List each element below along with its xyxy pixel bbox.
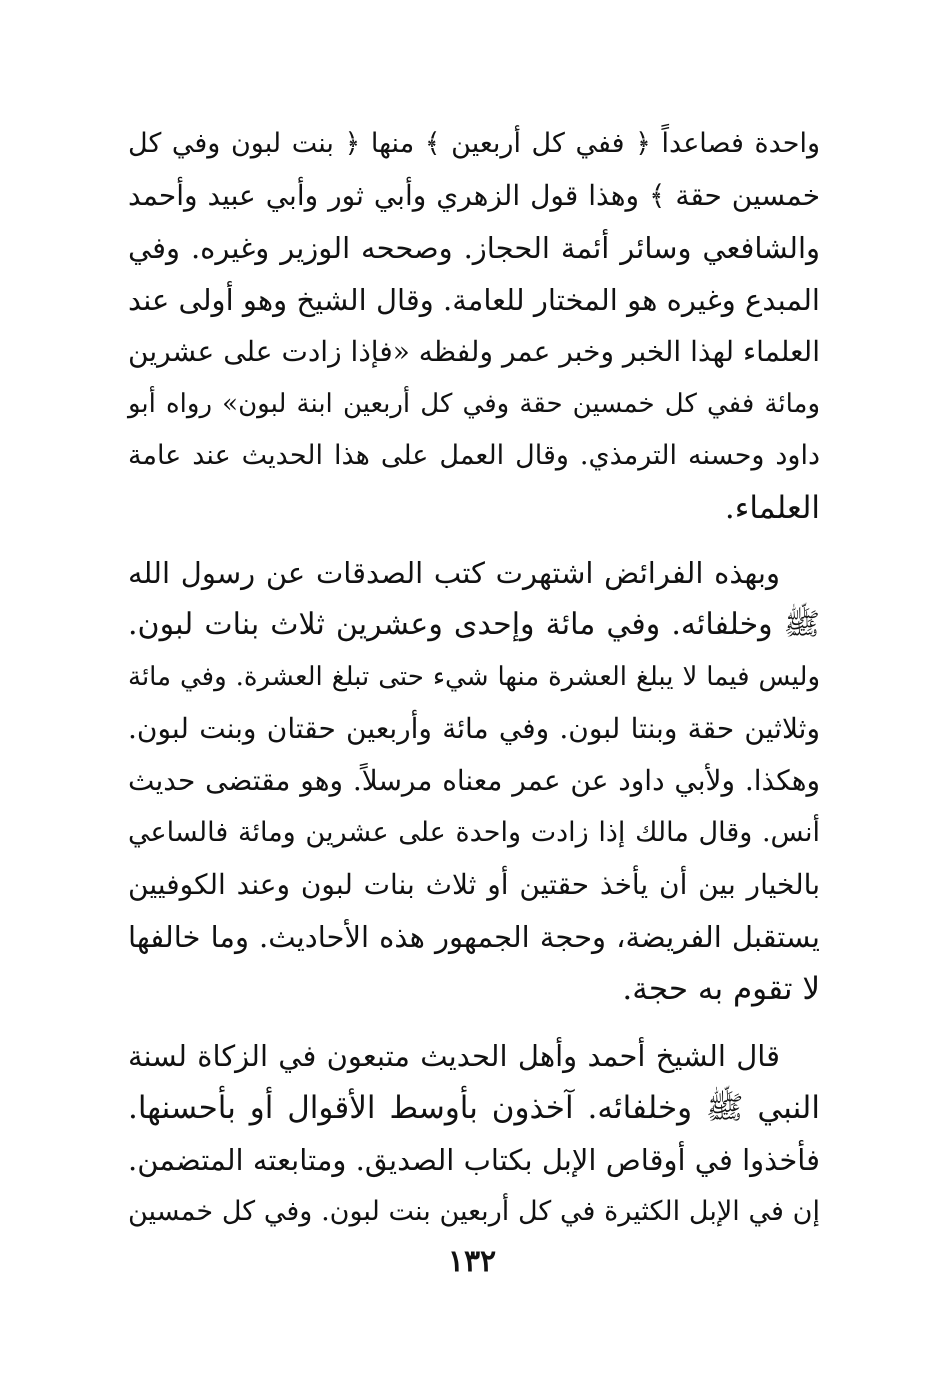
text-line: لا تقوم به حجة. <box>622 971 820 1007</box>
text-line: وبهذه الفرائض اشتهرت كتب الصدقات عن رسول الله <box>128 556 780 590</box>
text-line: أنس. وقال مالك إذا زادت واحدة على عشرين ومائة فالساعي <box>128 817 820 848</box>
text-line: خمسين حقة ﴾ وهذا قول الزهري وأبي ثور وأبي عبيد وأحمد <box>128 179 820 212</box>
paragraph-2 <box>128 547 820 1015</box>
text-line: ﷺ وخلفائه. وفي مائة وإحدى وعشرين ثلاث بنات لبون. <box>128 607 820 642</box>
text-line: يستقبل الفريضة، وحجة الجمهور هذه الأحاديث. وما خالفها <box>128 920 820 954</box>
text-line: بالخيار بين أن يأخذ حقتين أو ثلاث بنات لبون وعند الكوفيين <box>128 868 820 901</box>
text-line: إن في الإبل الكثيرة في كل أربعين بنت لبون. وفي كل خمسين <box>128 1196 820 1227</box>
text-line: وثلاثين حقة وبنتا لبون. وفي مائة وأربعين حقتان وبنت لبون. <box>128 712 820 745</box>
text-line: النبي ﷺ وخلفائه. آخذون بأوسط الأقوال أو بأحسنها. <box>128 1090 820 1126</box>
text-line: داود وحسنه الترمذي. وقال العمل على هذا الحديث عند عامة <box>128 440 820 471</box>
text-line: واحدة فصاعداً ﴿ ففي كل أربعين ﴾ منها ﴿ بنت لبون وفي كل <box>128 128 820 159</box>
text-line: ومائة ففي كل خمسين حقة وفي كل أربعين ابنة لبون» رواه أبو <box>128 389 820 419</box>
paragraph-1 <box>128 118 820 534</box>
text-line: فأخذوا في أوقاص الإبل بكتاب الصديق. ومتابعته المتضمن. <box>128 1143 820 1177</box>
paragraph-3 <box>128 1030 820 1238</box>
text-line: العلماء. <box>724 490 820 526</box>
text-line: وهكذا. ولأبي داود عن عمر معناه مرسلاً. وهو مقتضى حديث <box>128 764 820 797</box>
page-number: ١٣٢ <box>447 1244 497 1279</box>
text-line: والشافعي وسائر أئمة الحجاز. وصححه الوزير وغيره. وفي <box>128 231 820 265</box>
text-line: المبدع وغيره هو المختار للعامة. وقال الشيخ وهو أولى عند <box>128 283 820 317</box>
text-line: قال الشيخ أحمد وأهل الحديث متبعون في الزكاة لسنة <box>128 1039 780 1073</box>
text-line: العلماء لهذا الخبر وخبر عمر ولفظه «فإذا زادت على عشرين <box>128 335 820 368</box>
text-line: وليس فيما لا يبلغ العشرة منها شيء حتى تبلغ العشرة. وفي مائة <box>128 662 820 692</box>
